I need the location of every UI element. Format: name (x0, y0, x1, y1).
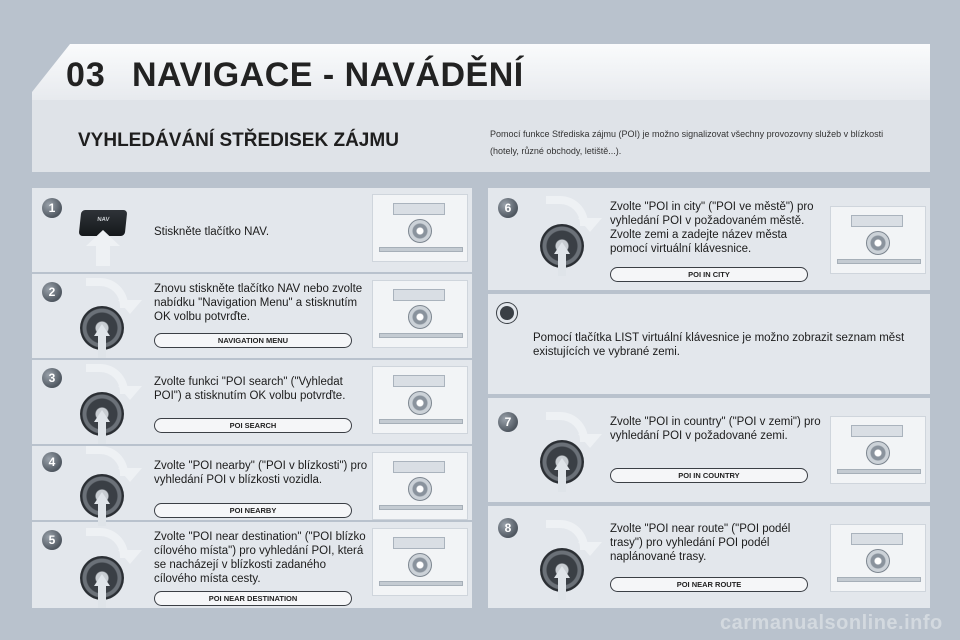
radio-panel-image (372, 280, 468, 348)
step-number-badge: 7 (498, 412, 518, 432)
header-fold (32, 44, 70, 92)
step-8-text: Zvolte "POI near route" ("POI podél trasy") pro vyhledání POI podél naplánované trasy. (610, 523, 791, 563)
intro-text: Pomocí funkce Střediska zájmu (POI) je možno signalizovat všechny provozovny služeb v blízkosti (hotely, různé obchody, letiště...). (490, 129, 884, 156)
radio-panel-image (372, 452, 468, 520)
radio-panel-image (372, 528, 468, 596)
step-number-badge: 6 (498, 198, 518, 218)
menu-tag-poi-search: POI SEARCH (154, 418, 352, 433)
rotary-knob-icon (72, 364, 134, 444)
rotary-knob-icon (72, 528, 134, 608)
radio-panel-image (372, 366, 468, 434)
step-number-badge: 2 (42, 282, 62, 302)
rotary-knob-icon (72, 278, 134, 358)
menu-tag-poi-near-destination: POI NEAR DESTINATION (154, 591, 352, 606)
watermark: carmanualsonline.info (720, 612, 943, 634)
chapter-title: NAVIGACE - NAVÁDĚNÍ (132, 56, 524, 94)
step-4-text: Zvolte "POI nearby" ("POI v blízkosti") pro vyhledání POI v blízkosti vozidla. (154, 460, 368, 486)
menu-tag-navigation-menu: NAVIGATION MENU (154, 333, 352, 348)
step-number-badge: 8 (498, 518, 518, 538)
chapter-number: 03 (66, 56, 106, 94)
menu-tag-poi-in-country: POI IN COUNTRY (610, 468, 808, 483)
nav-button-icon: NAV (79, 210, 128, 236)
radio-panel-image (830, 524, 926, 592)
menu-tag-poi-nearby: POI NEARBY (154, 503, 352, 518)
press-arrow-stem (96, 240, 110, 266)
rotary-knob-icon (532, 520, 594, 600)
step-number-badge: 4 (42, 452, 62, 472)
step-number-badge: 5 (42, 530, 62, 550)
rotary-knob-icon (72, 446, 134, 526)
sun-icon (500, 306, 514, 320)
step-7-text: Zvolte "POI in country" ("POI v zemi") pro vyhledání POI v požadované zemi. (610, 416, 821, 442)
rotary-knob-icon (532, 196, 594, 276)
step-5-text: Zvolte "POI near destination" ("POI blízko cílového místa") pro vyhledání POI, která se nacházejí v blízkosti zadaného cílového místa cesty. (154, 531, 366, 585)
radio-panel-image (830, 206, 926, 274)
tip-text: Pomocí tlačítka LIST virtuální klávesnice je možno zobrazit seznam měst existujících ve vybrané zemi. (533, 332, 905, 358)
step-6-text: Zvolte "POI in city" ("POI ve městě") pro vyhledání POI v požadovaném městě. Zvolte zemi a zadejte název města pomocí virtuální klávesnice. (610, 201, 814, 255)
radio-panel-image (372, 194, 468, 262)
step-2-text: Znovu stiskněte tlačítko NAV nebo zvolte nabídku "Navigation Menu" a stisknutím OK volbu potvrďte. (154, 283, 363, 323)
rotary-knob-icon (532, 412, 594, 492)
step-number-badge: 1 (42, 198, 62, 218)
section-title: VYHLEDÁVÁNÍ STŘEDISEK ZÁJMU (78, 130, 399, 151)
radio-panel-image (830, 416, 926, 484)
menu-tag-poi-in-city: POI IN CITY (610, 267, 808, 282)
step-1-text: Stiskněte tlačítko NAV. (154, 226, 270, 238)
step-3-text: Zvolte funkci "POI search" ("Vyhledat POI") a stisknutím OK volbu potvrďte. (154, 376, 346, 402)
menu-tag-poi-near-route: POI NEAR ROUTE (610, 577, 808, 592)
step-number-badge: 3 (42, 368, 62, 388)
